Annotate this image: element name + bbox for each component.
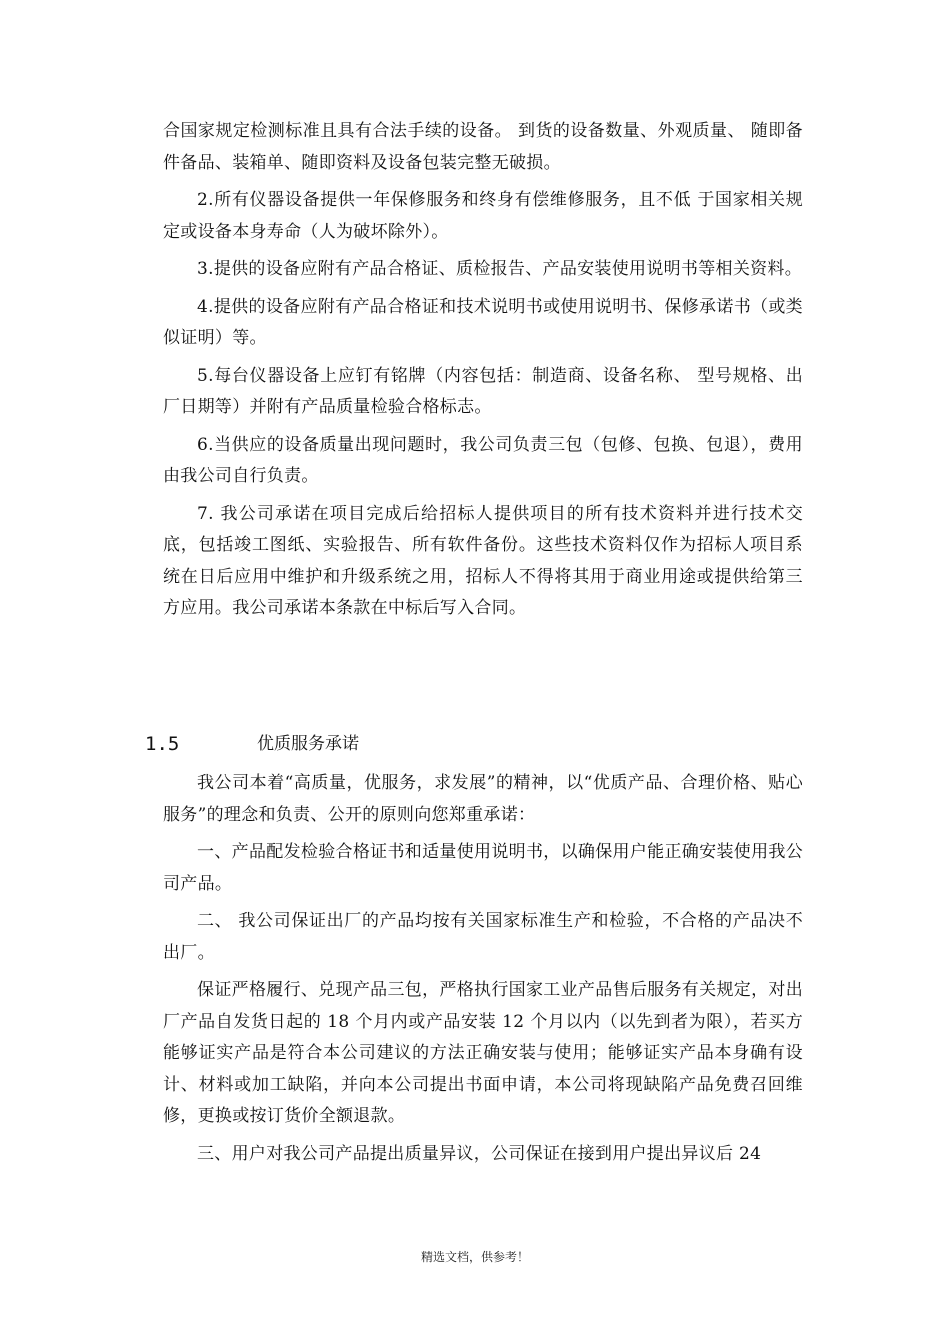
paragraph: 我公司本着“高质量，优服务，求发展”的精神，以“优质产品、合理价格、贴心服务”的理念和负责、公开的原则向您郑重承诺： (163, 773, 803, 825)
paragraph: 5.每台仪器设备上应钉有铭牌（内容包括：制造商、设备名称、 型号规格、出厂日期等）并附有产品质量检验合格标志。 (163, 365, 803, 417)
paragraph: 3.提供的设备应附有产品合格证、质检报告、产品安装使用说明书等相关资料。 (197, 259, 803, 279)
page-footer: 精选文档，供参考！ (420, 1250, 529, 1264)
document-body-bottom (163, 768, 803, 1176)
section-title: 优质服务承诺 (257, 734, 359, 754)
paragraph: 保证严格履行、兑现产品三包，严格执行国家工业产品售后服务有关规定，对出厂产品自发货日起的 18 个月内或产品安装 12 个月以内（以先到者为限），若买方能够证实产品是符合本公司建议的方法正确安装与使用；能够证实产品本身确有设计、材料或加工缺陷，并向本公司提出书面申请，本公司将现缺陷产品免费召回维修，更换或按订货价全额退款。 (163, 980, 803, 1126)
paragraph: 一、产品配发检验合格证书和适量使用说明书，以确保用户能正确安装使用我公司产品。 (163, 842, 803, 894)
paragraph: 4.提供的设备应附有产品合格证和技术说明书或使用说明书、保修承诺书（或类似证明）等。 (163, 296, 803, 348)
document-body-top (163, 116, 803, 631)
paragraph: 6.当供应的设备质量出现问题时，我公司负责三包（包修、包换、包退），费用由我公司自行负责。 (163, 434, 803, 486)
paragraph: 合国家规定检测标准且具有合法手续的设备。 到货的设备数量、外观质量、 随即备件备品、装箱单、随即资料及设备包装完整无破损。 (163, 121, 803, 173)
paragraph: 2.所有仪器设备提供一年保修服务和终身有偿维修服务，且不低 于国家相关规定或设备本身寿命（人为破坏除外）。 (163, 190, 803, 242)
section-number: 1.5 (145, 733, 180, 755)
paragraph: 二、 我公司保证出厂的产品均按有关国家标准生产和检验，不合格的产品决不出厂。 (163, 911, 803, 963)
paragraph: 7. 我公司承诺在项目完成后给招标人提供项目的所有技术资料并进行技术交底，包括竣工图纸、实验报告、所有软件备份。这些技术资料仅作为招标人项目系统在日后应用中维护和升级系统之用，招标人不得将其用于商业用途或提供给第三方应用。我公司承诺本条款在中标后写入合同。 (163, 503, 803, 618)
section-heading (145, 729, 805, 759)
paragraph: 三、用户对我公司产品提出质量异议，公司保证在接到用户提出异议后 24 (197, 1143, 762, 1164)
